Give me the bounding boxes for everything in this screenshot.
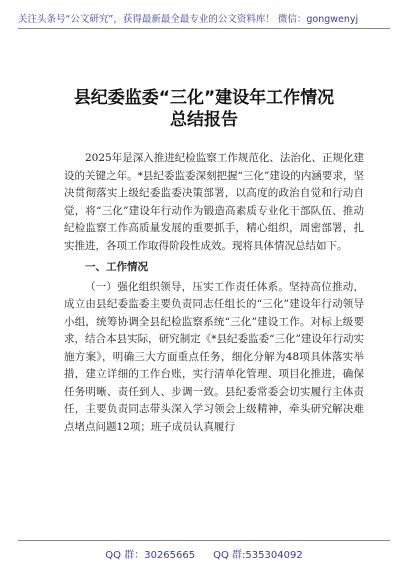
footer	[0, 546, 408, 561]
footer-qq-group-2: QQ 群:535304092	[213, 550, 303, 561]
title-line-2: 总结报告	[170, 110, 238, 130]
header-divider	[18, 28, 390, 29]
header-promo-note: 关注头条号“公文研究”，获得最新最全最专业的公文资料库！ 微信：gongwenyj	[18, 14, 359, 25]
section-paragraph: （一）强化组织领导，压实工作责任体系。坚持高位推动，成立由县纪委监委主要负责同志任组长的“三化”建设年行动领导小组，统筹协调全县纪检监察系统“三化”建设工作。对标上级要求，结合本县实际，研究制定《*县纪委监委“三化”建设年行动实施方案》，明确三大方面重点任务，细化分解为48项具体落实举措，建立详细的工作台账，实行清单化管理、项目化推进，确保任务明晰、责任到人、步调一致。县纪委常委会切实履行主体责任，主要负责同志带头深入学习领会上级精神，牵头研究解决难点堵点问题12项；班子成员认真履行	[64, 280, 364, 433]
document-title	[0, 87, 408, 131]
footer-divider	[18, 540, 390, 541]
footer-qq-group-1: QQ 群：30265665	[105, 550, 196, 561]
title-line-1: 县纪委监委“三化”建设年工作情况	[73, 88, 335, 108]
intro-paragraph: 2025年是深入推进纪检监察工作规范化、法治化、正规化建设的关键之年。*县纪委监委深刻把握“三化”建设的内涵要求，坚决贯彻落实上级纪委监委决策部署，以高度的政治自觉和行动自觉，将“三化”建设年行动作为锻造高素质专业化干部队伍、推动纪检监察工作高质量发展的重要抓手，精心组织，周密部署，扎实推进，各项工作取得阶段性成效。现将具体情况总结如下。	[64, 152, 364, 252]
document-body	[64, 150, 364, 436]
section-heading: 一、工作情况	[85, 261, 148, 273]
